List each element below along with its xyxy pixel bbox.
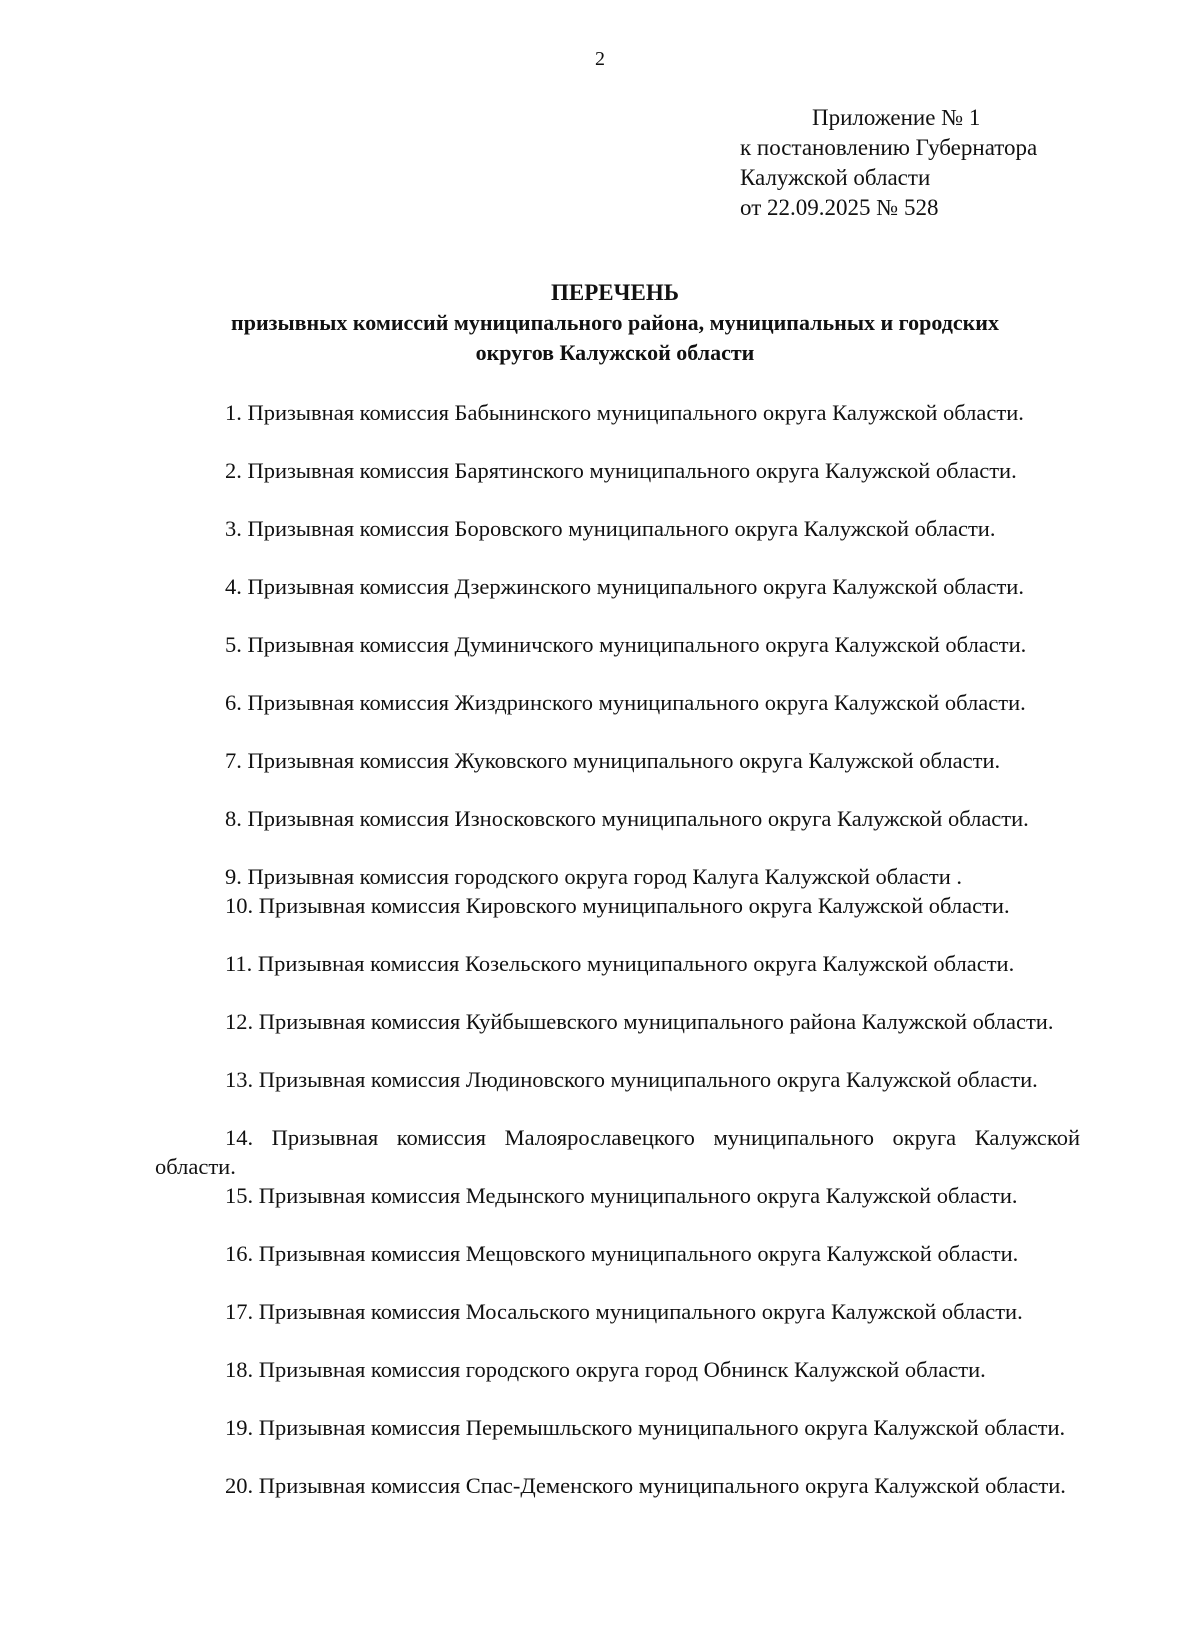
list-item (155, 949, 1080, 1007)
list-item (155, 891, 1080, 949)
list-item (155, 1413, 1080, 1471)
list-item-text: Призывная комиссия Малоярославецкого муниципального округа Калужской области. (155, 1125, 1080, 1179)
appendix-line-4: от 22.09.2025 № 528 (740, 195, 939, 220)
list-item-number: 6. (225, 690, 242, 715)
list-item-number: 13. (225, 1067, 254, 1092)
list-item-text: Призывная комиссия Куйбышевского муниципального района Калужской области. (258, 1009, 1054, 1034)
list-item-text: Призывная комиссия городского округа город Калуга Калужской области . (247, 864, 962, 889)
list-item (155, 398, 1080, 456)
list-item-number: 2. (225, 458, 242, 483)
list-item (155, 1471, 1080, 1529)
list-item-text: Призывная комиссия Кировского муниципального округа Калужской области. (258, 893, 1010, 918)
list-item-text: Призывная комиссия Спас-Деменского муниципального округа Калужской области. (258, 1473, 1066, 1498)
list-item-text: Призывная комиссия городского округа город Обнинск Калужской области. (258, 1357, 986, 1382)
list-item-text: Призывная комиссия Износковского муниципального округа Калужской области. (247, 806, 1029, 831)
list-item (155, 1007, 1080, 1065)
list-item-number: 20. (225, 1473, 254, 1498)
list-item (155, 1123, 1080, 1181)
list-item (155, 1355, 1080, 1413)
heading-title: ПЕРЕЧЕНЬ (551, 280, 679, 305)
appendix-line-2: к постановлению Губернатора (740, 135, 1038, 160)
list-item-number: 7. (225, 748, 242, 773)
list-item-number: 8. (225, 806, 242, 831)
list-item (155, 688, 1080, 746)
list-item-text: Призывная комиссия Козельского муниципального округа Калужской области. (257, 951, 1015, 976)
list-item-number: 17. (225, 1299, 254, 1324)
list-item-text: Призывная комиссия Перемышльского муниципального округа Калужской области. (258, 1415, 1066, 1440)
list-item-number: 10. (225, 893, 254, 918)
list-item (155, 514, 1080, 572)
appendix-block (740, 103, 1037, 223)
appendix-line-3: Калужской области (740, 165, 931, 190)
list-item-number: 16. (225, 1241, 254, 1266)
list-item-text: Призывная комиссия Боровского муниципального округа Калужской области. (247, 516, 996, 541)
list-item-text: Призывная комиссия Бабынинского муниципального округа Калужской области. (247, 400, 1024, 425)
list-item-text: Призывная комиссия Жиздринского муниципального округа Калужской области. (247, 690, 1026, 715)
list-item-text: Призывная комиссия Людиновского муниципального округа Калужской области. (258, 1067, 1038, 1092)
list-item (155, 862, 1080, 891)
list-item-text: Призывная комиссия Жуковского муниципального округа Калужской области. (247, 748, 1001, 773)
list-item (155, 804, 1080, 862)
list-item (155, 630, 1080, 688)
commission-list (155, 398, 1080, 1529)
document-heading (150, 278, 1080, 368)
list-item-number: 11. (225, 951, 253, 976)
list-item (155, 746, 1080, 804)
list-item-number: 15. (225, 1183, 254, 1208)
list-item-number: 14. (225, 1125, 254, 1150)
list-item-number: 9. (225, 864, 242, 889)
list-item-text: Призывная комиссия Барятинского муниципального округа Калужской области. (247, 458, 1017, 483)
list-item-number: 3. (225, 516, 242, 541)
list-item-text: Призывная комиссия Думиничского муниципального округа Калужской области. (247, 632, 1027, 657)
list-item-text: Призывная комиссия Медынского муниципального округа Калужской области. (258, 1183, 1018, 1208)
page-number: 2 (595, 48, 605, 70)
list-item (155, 572, 1080, 630)
list-item-number: 12. (225, 1009, 254, 1034)
appendix-line-1: Приложение № 1 (812, 105, 981, 130)
list-item (155, 1065, 1080, 1123)
list-item (155, 456, 1080, 514)
list-item (155, 1297, 1080, 1355)
list-item-text: Призывная комиссия Мосальского муниципального округа Калужской области. (258, 1299, 1023, 1324)
list-item-number: 1. (225, 400, 242, 425)
list-item (155, 1239, 1080, 1297)
list-item-number: 4. (225, 574, 242, 599)
list-item (155, 1181, 1080, 1239)
list-item-number: 5. (225, 632, 242, 657)
list-item-number: 19. (225, 1415, 254, 1440)
list-item-number: 18. (225, 1357, 254, 1382)
list-item-text: Призывная комиссия Мещовского муниципального округа Калужской области. (258, 1241, 1019, 1266)
heading-subtitle-line-2: округов Калужской области (475, 340, 755, 365)
heading-subtitle-line-1: призывных комиссий муниципального района, муниципальных и городских (231, 310, 999, 335)
list-item-text: Призывная комиссия Дзержинского муниципального округа Калужской области. (247, 574, 1024, 599)
